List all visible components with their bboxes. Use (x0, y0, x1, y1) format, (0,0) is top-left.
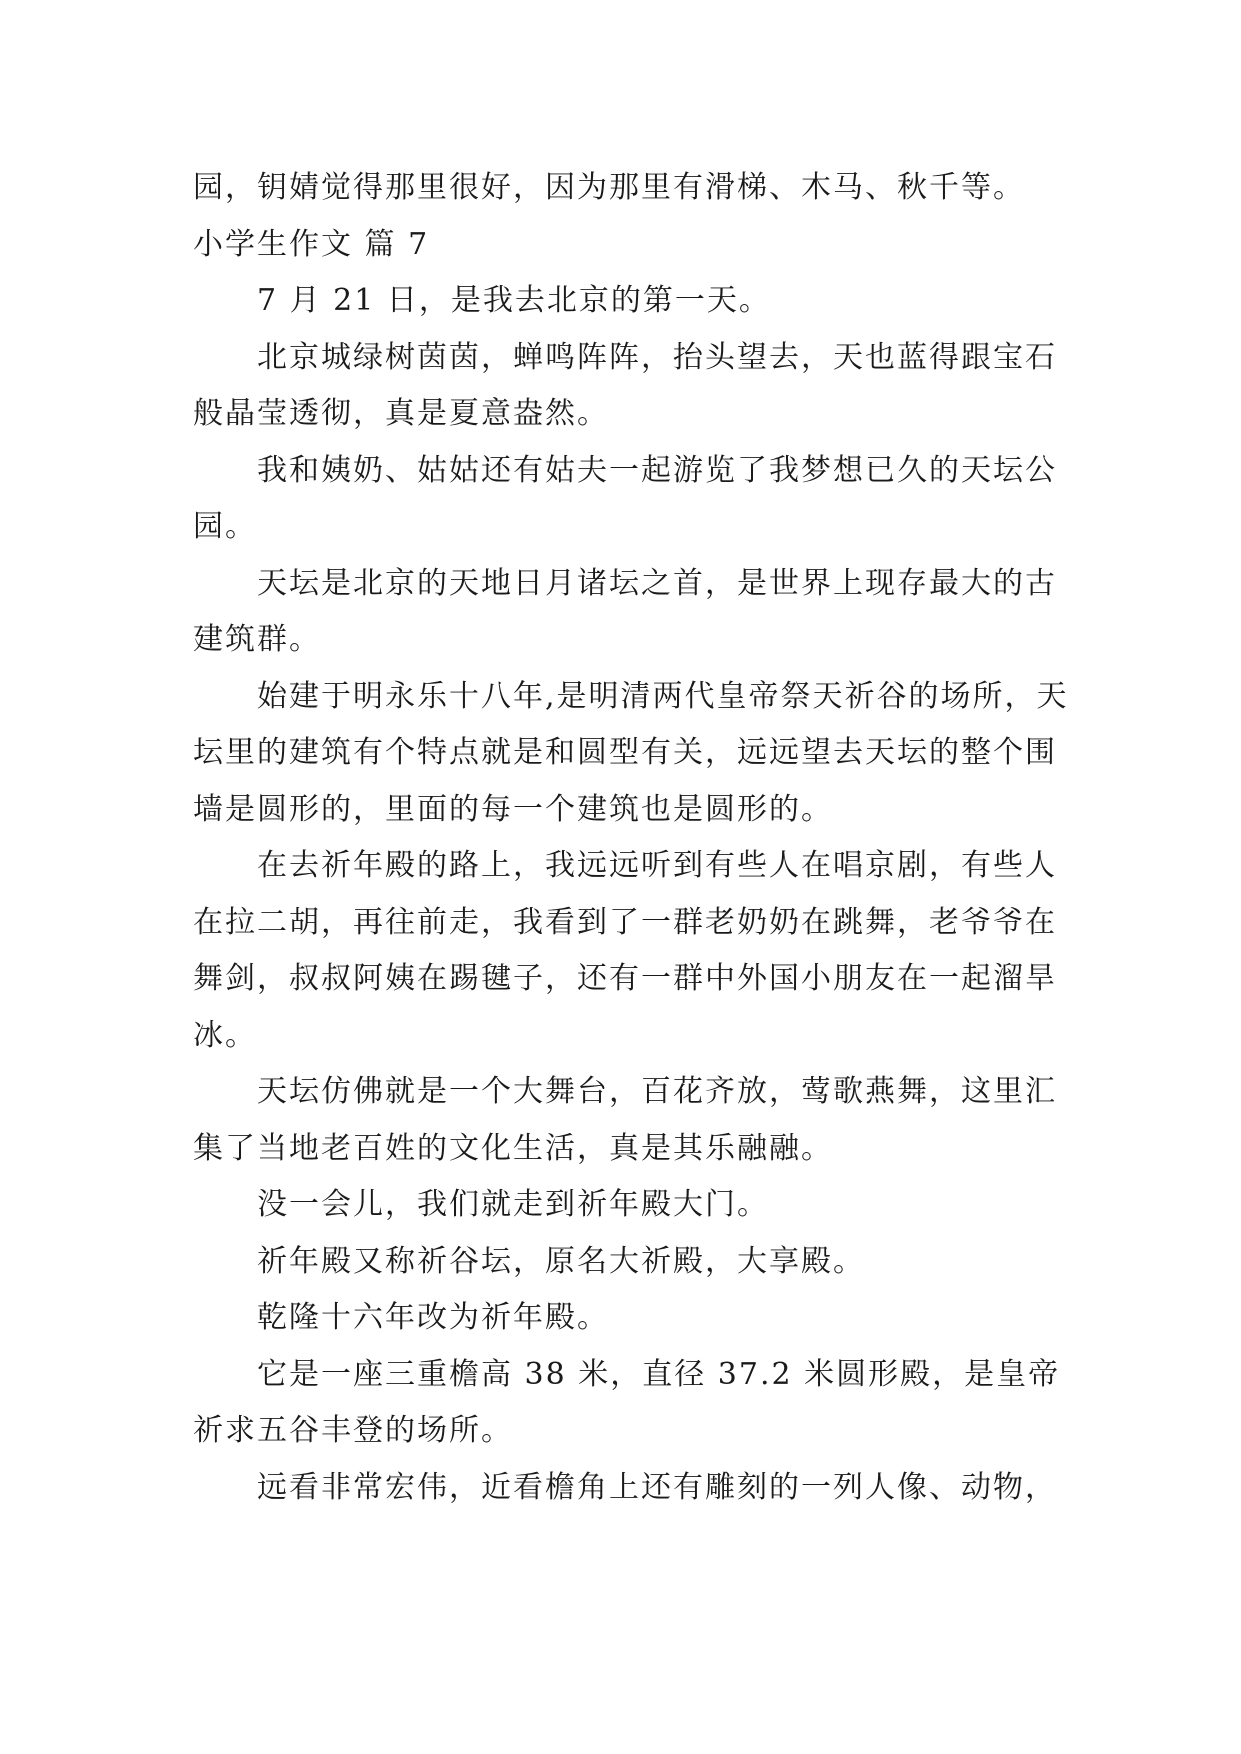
section-heading: 小学生作文 篇 7 (193, 226, 430, 262)
paragraph: 天坛仿佛就是一个大舞台，百花齐放，莺歌燕舞，这里汇集了当地老百姓的文化生活，真是其乐融融。 (193, 1074, 1057, 1166)
paragraph: 乾隆十六年改为祈年殿。 (257, 1300, 609, 1335)
paragraph: 始建于明永乐十八年,是明清两代皇帝祭天祈谷的场所，天坛里的建筑有个特点就是和圆型有关，远远望去天坛的整个围墙是圆形的，里面的每一个建筑也是圆形的。 (193, 678, 1069, 827)
paragraph: 没一会儿，我们就走到祈年殿大门。 (257, 1187, 769, 1222)
paragraph: 祈年殿又称祈谷坛，原名大祈殿，大享殿。 (257, 1243, 865, 1279)
paragraph: 在去祈年殿的路上，我远远听到有些人在唱京剧，有些人在拉二胡，再往前走，我看到了一群老奶奶在跳舞，老爷爷在舞剑，叔叔阿姨在踢毽子，还有一群中外国小朋友在一起溜旱冰。 (193, 848, 1057, 1053)
body-text (193, 160, 1073, 1516)
paragraph: 我和姨奶、姑姑还有姑夫一起游览了我梦想已久的天坛公园。 (193, 452, 1057, 544)
paragraph: 它是一座三重檐高 38 米，直径 37.2 米圆形殿，是皇帝祈求五谷丰登的场所。 (193, 1356, 1061, 1448)
paragraph: 7 月 21 日，是我去北京的第一天。 (257, 283, 771, 318)
paragraph: 天坛是北京的天地日月诸坛之首，是世界上现存最大的古建筑群。 (193, 565, 1057, 657)
paragraph: 远看非常宏伟，近看檐角上还有雕刻的一列人像、动物， (257, 1469, 1057, 1505)
paragraph: 北京城绿树茵茵，蝉鸣阵阵，抬头望去，天也蓝得跟宝石般晶莹透彻，真是夏意盎然。 (193, 339, 1057, 431)
paragraph-continuation: 园，钥婧觉得那里很好，因为那里有滑梯、木马、秋千等。 (193, 170, 1025, 205)
